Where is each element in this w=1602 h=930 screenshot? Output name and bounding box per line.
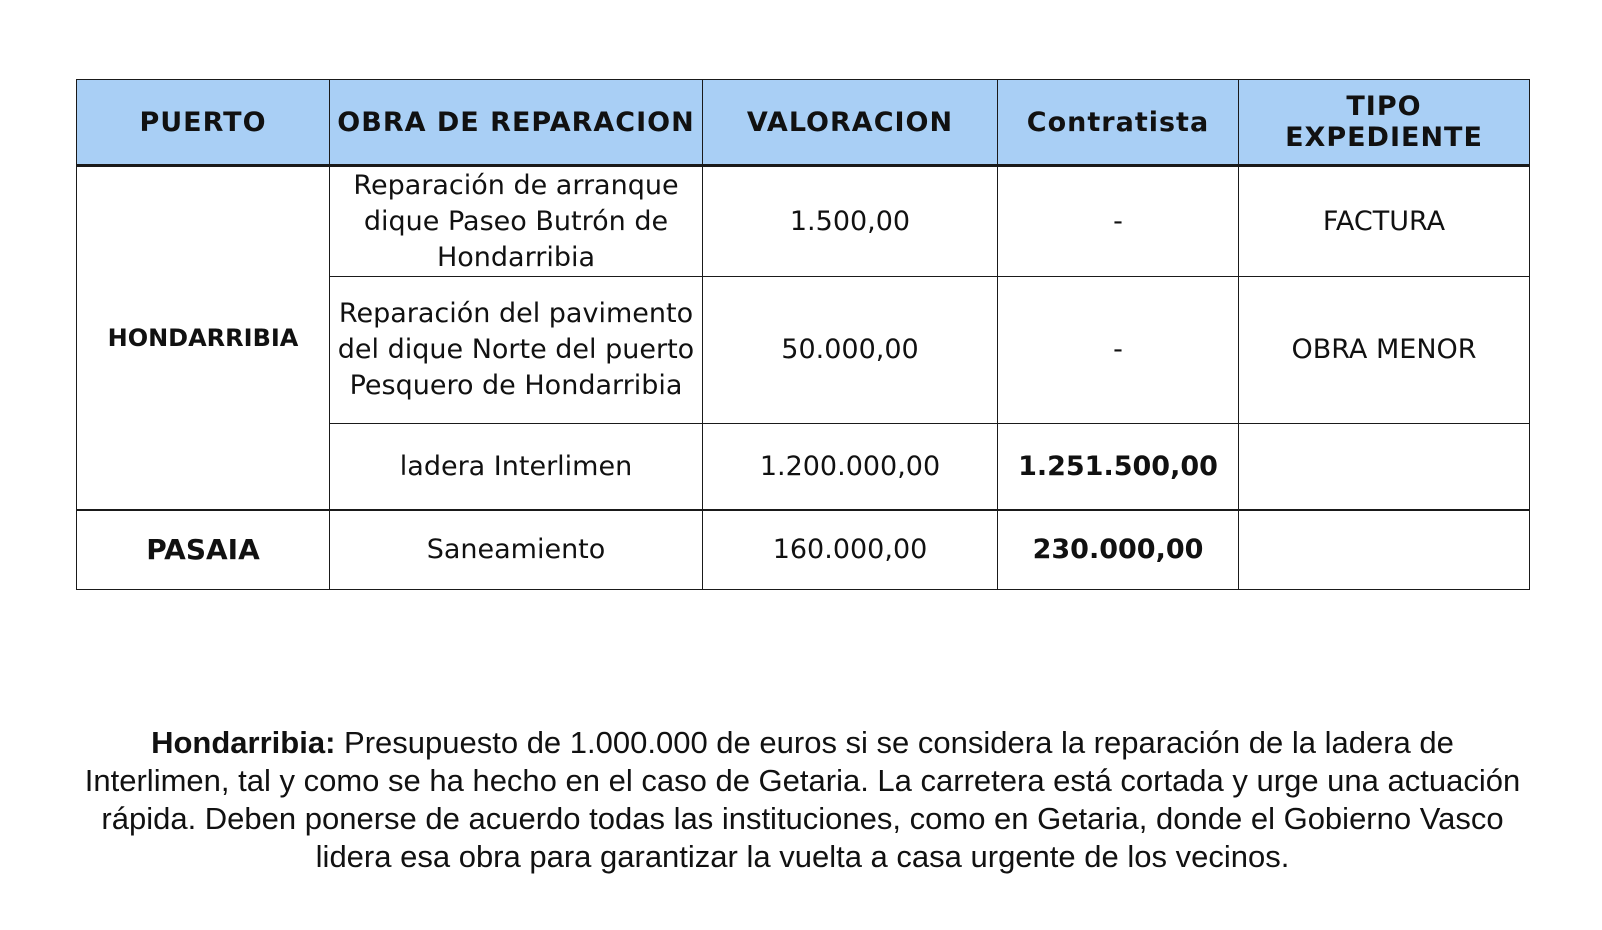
header-valoracion: VALORACION	[703, 80, 998, 166]
valoracion-cell: 50.000,00	[703, 277, 998, 424]
table-row	[77, 166, 1530, 277]
table-header	[77, 80, 1530, 166]
table-row	[77, 510, 1530, 590]
header-tipo-expediente: TIPO EXPEDIENTE	[1239, 80, 1530, 166]
tipo-cell	[1239, 424, 1530, 511]
contratista-cell: 230.000,00	[998, 510, 1239, 590]
valoracion-cell: 1.500,00	[703, 166, 998, 277]
repairs-table	[76, 79, 1530, 590]
hondarribia-note	[80, 724, 1525, 876]
puerto-pasaia: PASAIA	[77, 510, 330, 590]
header-contratista: Contratista	[998, 80, 1239, 166]
tipo-cell: OBRA MENOR	[1239, 277, 1530, 424]
valoracion-cell: 1.200.000,00	[703, 424, 998, 511]
contratista-cell: 1.251.500,00	[998, 424, 1239, 511]
tipo-cell: FACTURA	[1239, 166, 1530, 277]
obra-cell: Saneamiento	[330, 510, 703, 590]
contratista-cell: -	[998, 277, 1239, 424]
note-label: Hondarribia:	[151, 725, 336, 760]
obra-cell: ladera Interlimen	[330, 424, 703, 511]
header-obra: OBRA DE REPARACION	[330, 80, 703, 166]
header-puerto: PUERTO	[77, 80, 330, 166]
contratista-cell: -	[998, 166, 1239, 277]
valoracion-cell: 160.000,00	[703, 510, 998, 590]
tipo-cell	[1239, 510, 1530, 590]
note-text: Presupuesto de 1.000.000 de euros si se considera la reparación de la ladera de Interlimen, tal y como se ha hecho en el caso de Getaria. La carretera está cortada y urge una actuación rápida. Deben ponerse de acuerdo todas las instituciones, como en Getaria, donde el Gobierno Vasco lidera esa obra para garantizar la vuelta a casa urgente de los vecinos.	[84, 725, 1521, 874]
obra-cell: Reparación del pavimento del dique Norte del puerto Pesquero de Hondarribia	[330, 277, 703, 424]
puerto-hondarribia: HONDARRIBIA	[77, 166, 330, 511]
obra-cell: Reparación de arranque dique Paseo Butrón de Hondarribia	[330, 166, 703, 277]
